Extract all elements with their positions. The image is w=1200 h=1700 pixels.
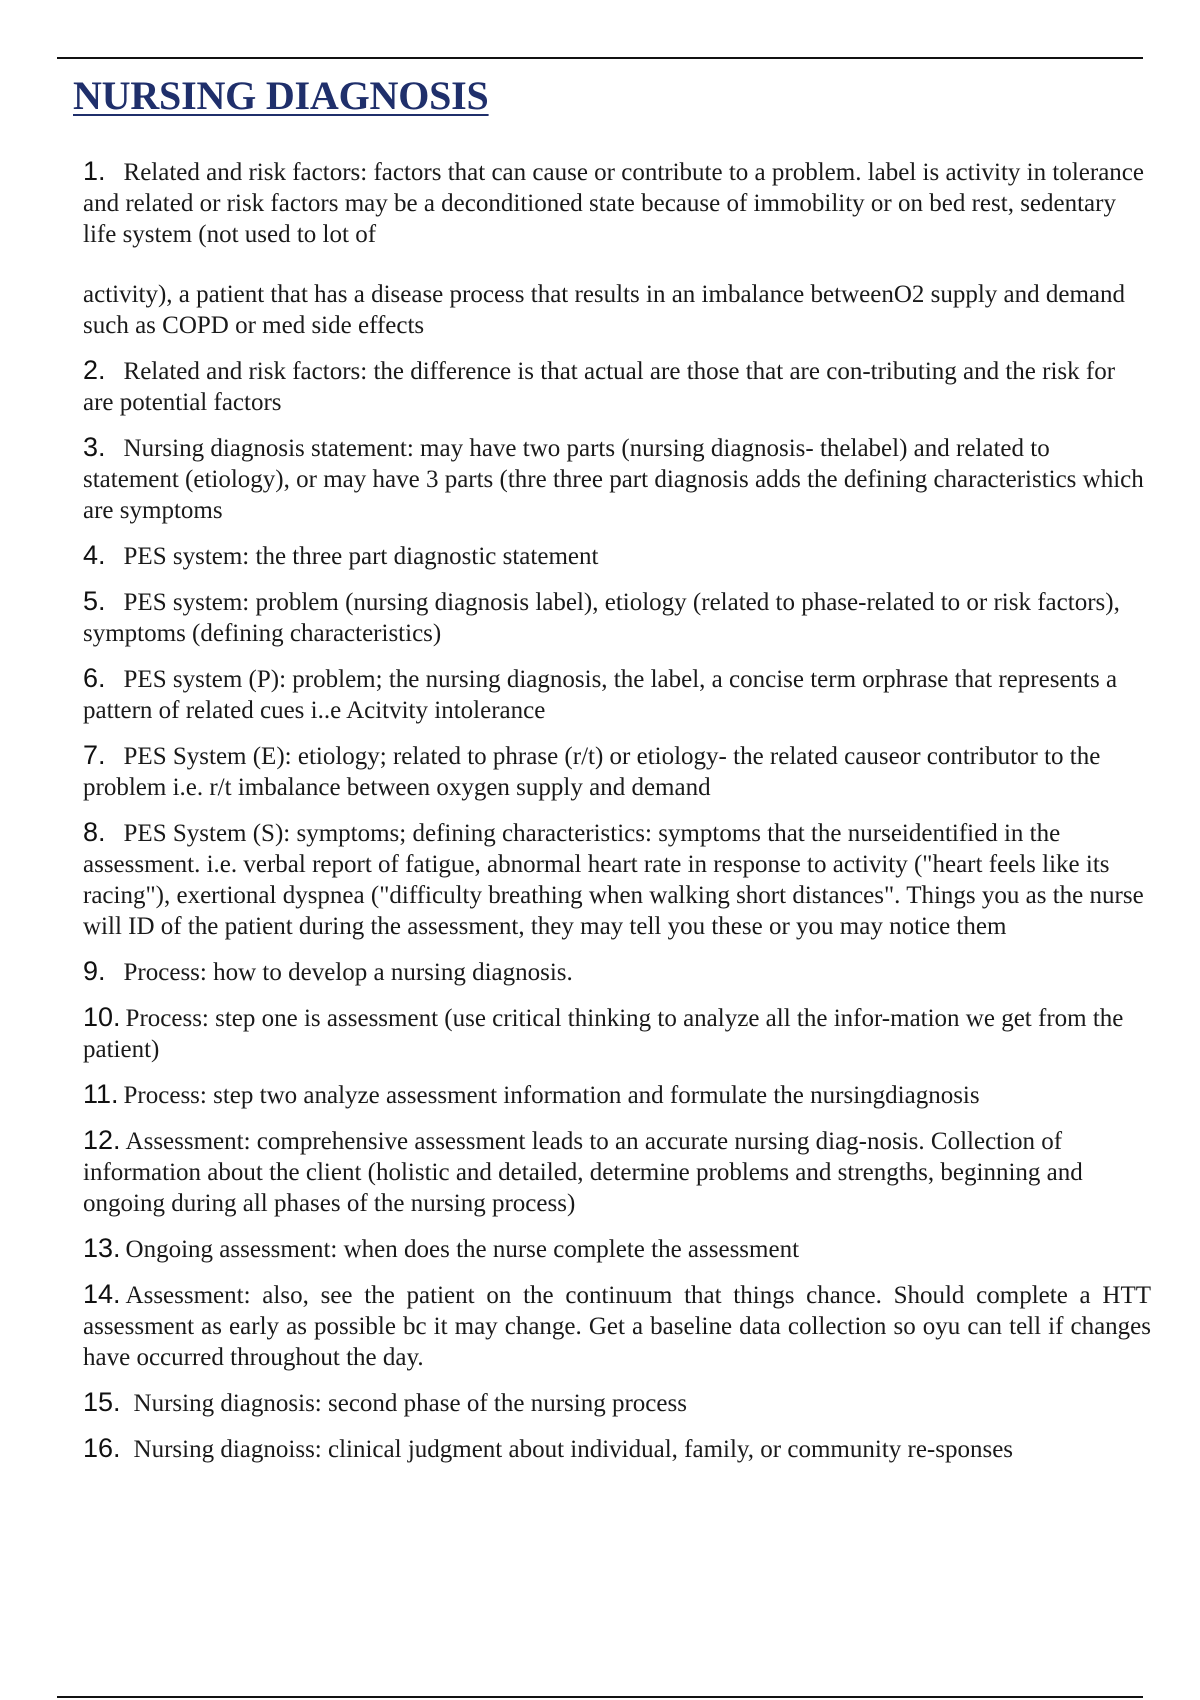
item-text: PES system: problem (nursing diagnosis label), etiology (related to phase-related to or risk factors), symptoms (defining characteristics) [83, 589, 1120, 647]
item-text: PES system: the three part diagnostic statement [123, 543, 599, 570]
item-text: Process: how to develop a nursing diagnosis. [123, 959, 573, 986]
list-item [83, 956, 1151, 988]
item-number: 2. [83, 355, 106, 385]
item-text: Nursing diagnosis statement: may have two parts (nursing diagnosis- thelabel) and related to statement (etiology), or may have 3 parts (thre three part diagnosis adds the defining characteristics which are symptoms [83, 435, 1144, 524]
list-item [83, 586, 1151, 649]
list-item [83, 540, 1151, 572]
numbered-list [83, 156, 1151, 1479]
item-number: 9. [83, 956, 106, 986]
item-text: PES System (S): symptoms; defining characteristics: symptoms that the nurseidentified in the assessment. i.e. verbal report of fatigue, abnormal heart rate in response to activity ("heart feels like its racing"), exertional dyspnea ("difficulty breathing when walking short distances". Things you as the nurse will ID of the patient during the assessment, they may tell you these or you may notice them [83, 820, 1144, 940]
list-item [83, 432, 1151, 526]
list-item [83, 1387, 1151, 1419]
list-item [83, 1002, 1151, 1065]
item-number: 16. [83, 1433, 121, 1463]
page-title: NURSING DIAGNOSIS [73, 73, 489, 118]
item-number: 3. [83, 432, 106, 462]
bottom-rule [57, 1696, 1143, 1698]
list-item [83, 1079, 1151, 1111]
item-number: 4. [83, 540, 106, 570]
item-text: PES system (P): problem; the nursing diagnosis, the label, a concise term orphrase that represents a pattern of related cues i..e Acitvity intolerance [83, 666, 1118, 724]
top-rule [57, 57, 1143, 59]
item-number: 11. [83, 1079, 119, 1109]
item-number: 8. [83, 817, 106, 847]
item-text: Related and risk factors: factors that can cause or contribute to a problem. label is activity in tolerance and related or risk factors may be a deconditioned state because of immobility or on bed rest, sedentary life system (not used to lot of [83, 159, 1144, 248]
list-item [83, 355, 1151, 418]
item-text: Assessment: also, see the patient on the continuum that things chance. Should complete a HTT assessment as early as possible bc it may change. Get a baseline data collection so oyu can tell if changes have occurred throughout the day. [83, 1282, 1151, 1371]
list-item [83, 663, 1151, 726]
item-text: Nursing diagnosis: second phase of the nursing process [133, 1390, 687, 1417]
list-item [83, 156, 1151, 341]
item-number: 12. [83, 1125, 121, 1155]
list-item [83, 1125, 1151, 1219]
item-number: 7. [83, 740, 106, 770]
item-continuation: activity), a patient that has a disease process that results in an imbalance betweenO2 supply and demand such as COPD or med side effects [83, 281, 1126, 339]
item-number: 13. [83, 1233, 121, 1263]
item-number: 5. [83, 586, 106, 616]
item-number: 14. [83, 1279, 121, 1309]
item-text: Nursing diagnoiss: clinical judgment about individual, family, or community re-sponses [133, 1436, 1014, 1463]
item-text: PES System (E): etiology; related to phrase (r/t) or etiology- the related causeor contributor to the problem i.e. r/t imbalance between oxygen supply and demand [83, 743, 1101, 801]
item-text: Process: step one is assessment (use critical thinking to analyze all the infor-mation we get from the patient) [83, 1005, 1124, 1063]
item-number: 10. [83, 1002, 121, 1032]
item-text: Related and risk factors: the difference is that actual are those that are con-tributing and the risk for are potential factors [83, 358, 1116, 416]
item-number: 1. [83, 156, 106, 186]
list-item [83, 1233, 1151, 1265]
list-item [83, 1279, 1151, 1373]
list-item [83, 817, 1151, 942]
item-text: Process: step two analyze assessment information and formulate the nursingdiagnosis [123, 1082, 980, 1109]
item-number: 15. [83, 1387, 121, 1417]
item-text: Ongoing assessment: when does the nurse complete the assessment [125, 1236, 800, 1263]
list-item [83, 740, 1151, 803]
list-item [83, 1433, 1151, 1465]
item-number: 6. [83, 663, 106, 693]
item-text: Assessment: comprehensive assessment leads to an accurate nursing diag-nosis. Collection of information about the client (holistic and detailed, determine problems and strengths, beginning and ongoing during all phases of the nursing process) [83, 1128, 1083, 1217]
